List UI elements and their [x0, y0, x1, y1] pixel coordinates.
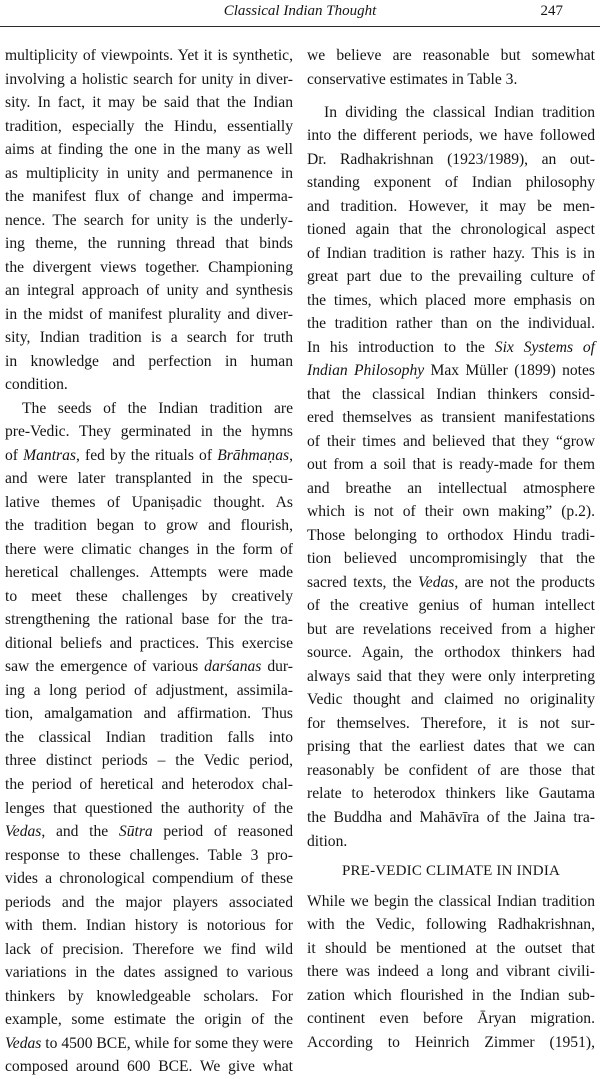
text-line: the manifest flux of change and imperma-: [5, 188, 293, 206]
text-line: and breathe an intellectual atmosphere: [307, 479, 595, 497]
text-line: with them. Indian history is notorious for: [5, 917, 293, 935]
text-line: While we begin the classical Indian tradition: [307, 892, 595, 910]
text-line: lenges that questioned the authority of the: [5, 799, 293, 817]
text-line: we believe are reasonable but somewhat: [307, 47, 595, 64]
text-line: According to Heinrich Zimmer (1951),: [307, 1033, 595, 1051]
text-line: of the creative genius of human intellect: [307, 597, 595, 615]
text-line: always said that they were only interpreting: [307, 667, 595, 685]
text-line: lative themes of Upaniṣadic thought. As: [5, 493, 293, 511]
text-line: and were later transplanted in the specu-: [5, 470, 293, 488]
text-line: thinkers by knowledgeable scholars. For: [5, 987, 293, 1005]
text-line: of Mantras, fed by the rituals of Brāhmaṇas,: [5, 446, 294, 464]
text-line: conservative estimates in Table 3.: [307, 70, 518, 88]
text-line: the Buddha and Mahāvīra of the Jaina tra-: [307, 808, 595, 826]
text-line: out from a soil that is ready-made for them: [307, 456, 595, 474]
text-line: example, some estimate the origin of the: [5, 1011, 293, 1029]
text-line: relate to heterodox thinkers like Gautama: [307, 785, 595, 803]
text-line: nence. The search for unity is the underly-: [5, 211, 293, 229]
text-line: prising that the earliest dates that we can: [307, 738, 595, 756]
text-line: pre-Vedic. They germinated in the hymns: [5, 423, 293, 441]
text-line: sacred texts, the Vedas, are not the products: [307, 573, 595, 591]
text-line: the classical Indian tradition falls into: [5, 728, 293, 746]
text-line: aims at finding the one in the many as well: [5, 141, 293, 159]
text-line: tioned again that the chronological aspect: [307, 221, 595, 239]
text-line: zation which flourished in the Indian sub-: [307, 986, 595, 1004]
text-line: three distinct periods – the Vedic period,: [5, 752, 293, 770]
text-line: heretical challenges. Attempts were made: [5, 564, 293, 582]
text-line: Vedas to 4500 BCE, while for some they were: [5, 1034, 294, 1052]
text-line: great part due to the prevailing culture of: [307, 268, 595, 286]
text-line: response to these challenges. Table 3 pro-: [5, 846, 293, 864]
text-line: strengthening the rational base for the tra-: [5, 611, 293, 629]
text-line: but are revelations received from a higher: [307, 620, 595, 638]
text-line: it should be mentioned at the outset that: [307, 939, 595, 957]
text-line: an integral approach of unity and synthesis: [5, 282, 293, 300]
text-line: composed around 600 BCE. We give what: [5, 1058, 293, 1076]
text-line: lack of precision. Therefore we find wild: [5, 940, 293, 958]
text-line: tion believed uncompromisingly that the: [307, 550, 595, 568]
text-line: that the classical Indian thinkers consid-: [307, 385, 595, 403]
text-line: condition.: [5, 376, 68, 394]
text-line: in knowledge and perfection in human: [5, 352, 293, 370]
text-line: tion, amalgamation and affirmation. Thus: [5, 705, 293, 723]
text-line: ered themselves as transient manifestations: [307, 409, 595, 427]
text-line: In his introduction to the Six Systems of: [307, 338, 595, 356]
right-column: [307, 44, 595, 1054]
text-line: into the different periods, we have followed: [307, 127, 595, 145]
text-line: the period of heretical and heterodox chal-: [5, 775, 293, 793]
text-line: Vedic thought and claimed no originality: [307, 691, 595, 709]
text-line: variations in the dates assigned to various: [5, 964, 293, 982]
left-column: [5, 44, 293, 1079]
page-header: [0, 0, 600, 27]
text-line: saw the emergence of various darśanas dur-: [5, 658, 293, 676]
text-line: Indian Philosophy Max Müller (1899) notes: [307, 362, 595, 380]
text-line: The seeds of the Indian tradition are: [22, 399, 293, 417]
text-line: there was indeed a long and vibrant civili-: [307, 963, 595, 981]
text-line: involving a holistic search for unity in diver-: [5, 70, 293, 88]
text-line: dition.: [307, 832, 348, 850]
text-line: reasonably be confident of are those that: [307, 761, 595, 779]
text-line: source. Again, the orthodox thinkers had: [307, 644, 595, 662]
text-line: of Indian tradition is rather hazy. This is in: [307, 244, 595, 262]
text-line: multiplicity of viewpoints. Yet it is synthetic,: [5, 47, 293, 64]
text-line: in the midst of manifest plurality and diver-: [5, 305, 293, 323]
text-line: with the Vedic, following Radhakrishnan,: [307, 916, 595, 934]
text-line: Those belonging to orthodox Hindu tradi-: [307, 526, 595, 544]
running-title: Classical Indian Thought: [223, 3, 377, 19]
text-line: Dr. Radhakrishnan (1923/1989), an out-: [307, 150, 595, 168]
text-line: the tradition began to grow and flourish,: [5, 517, 293, 535]
text-line: there were climatic changes in the form of: [5, 540, 293, 558]
text-line: vides a chronological compendium of these: [5, 870, 293, 888]
section-heading: PRE-VEDIC CLIMATE IN INDIA: [341, 862, 561, 879]
text-line: tradition, especially the Hindu, essentially: [5, 117, 293, 135]
page-number: 247: [540, 3, 563, 19]
text-line: the times, which placed more emphasis on: [307, 291, 595, 309]
text-line: as multiplicity in unity and permanence in: [5, 164, 293, 182]
text-line: sity, Indian tradition is a search for truth: [5, 329, 293, 347]
text-line: of their times and believed that they “grow: [307, 432, 595, 450]
text-line: the tradition rather than on the individual.: [307, 315, 595, 333]
text-line: ing theme, the running thread that binds: [5, 235, 293, 253]
text-line: to meet these challenges by creatively: [5, 587, 293, 605]
text-line: which is not of their own making” (p.2).: [307, 503, 595, 521]
text-line: for themselves. Therefore, it is not sur-: [307, 714, 595, 732]
text-line: Vedas, and the Sūtra period of reasoned: [5, 823, 293, 841]
text-line: In dividing the classical Indian tradition: [324, 103, 595, 121]
text-line: ing a long period of adjustment, assimila-: [5, 681, 293, 699]
text-line: the divergent views together. Championing: [5, 258, 293, 276]
text-line: standing exponent of Indian philosophy: [307, 174, 595, 192]
text-line: and tradition. However, it may be men-: [307, 197, 595, 215]
text-line: periods and the major players associated: [5, 893, 293, 911]
text-line: sity. In fact, it may be said that the Indian: [5, 94, 293, 112]
text-line: ditional beliefs and practices. This exercise: [5, 634, 293, 652]
text-line: continent even before Āryan migration.: [307, 1010, 595, 1028]
